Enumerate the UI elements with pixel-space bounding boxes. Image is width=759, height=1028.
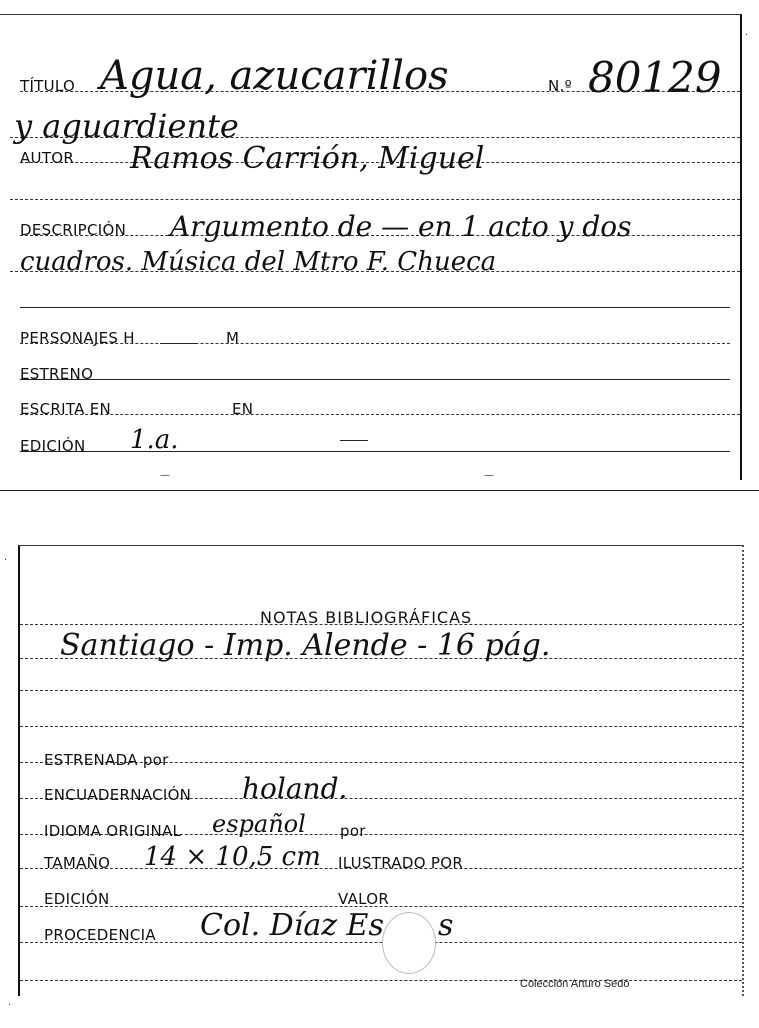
card-separator: [0, 490, 759, 491]
rule-line: [20, 690, 742, 691]
procedencia-label: PROCEDENCIA: [44, 926, 156, 944]
catalog-card-back: [18, 545, 744, 996]
personajes-h-label: PERSONAJES H: [20, 329, 135, 347]
pencil-stroke: [340, 440, 368, 441]
rule-line: [20, 379, 730, 380]
idioma-original-label: IDIOMA ORIGINAL: [44, 822, 182, 840]
escrita-en-en-label: EN: [232, 400, 254, 418]
idioma-original-value: español: [212, 810, 306, 838]
ilustrado-por-label: ILUSTRADO POR: [338, 854, 464, 872]
edicion-label: EDICIÓN: [20, 437, 86, 455]
procedencia-value-tail: s: [438, 908, 454, 943]
titulo-label: TÍTULO: [20, 77, 76, 95]
descripcion-label: DESCRIPCIÓN: [20, 221, 127, 239]
estreno-label: ESTRENO: [20, 365, 94, 383]
tamano-label: TAMAÑO: [44, 854, 111, 872]
encuadernacion-label: ENCUADERNACIÓN: [44, 786, 192, 804]
rule-line: [20, 726, 742, 727]
margin-mark: ·: [8, 1000, 12, 1011]
autor-value: Ramos Carrión, Miguel: [130, 141, 485, 176]
tamano-value: 14 × 10,5 cm: [144, 842, 321, 872]
autor-label: AUTOR: [20, 149, 75, 167]
personajes-h-blank: [160, 343, 196, 344]
descripcion-line-2: cuadros. Música del Mtro F. Chueca: [20, 247, 497, 277]
notas-value: Santiago - Imp. Alende - 16 pág.: [60, 628, 551, 663]
rule-line: [20, 414, 740, 415]
escrita-en-label: ESCRITA EN: [20, 400, 112, 418]
rule-line: [20, 980, 742, 981]
estrenada-label: ESTRENADA por: [44, 751, 169, 769]
rule-line: [10, 199, 740, 200]
edicion-value: 1.a.: [130, 425, 179, 455]
titulo-value-continued: y aguardiente: [14, 107, 239, 145]
numero-label: N.º: [548, 77, 572, 95]
personajes-m-label: M: [226, 329, 240, 347]
idioma-por-label: por: [340, 822, 366, 840]
valor-label: VALOR: [338, 890, 390, 908]
margin-mark: ·: [745, 30, 749, 41]
titulo-value: Agua, azucarillos: [100, 53, 449, 99]
margin-mark: —: [484, 470, 494, 481]
notas-bibliograficas-heading: NOTAS BIBLIOGRÁFICAS: [260, 608, 473, 627]
catalog-card-front: [0, 14, 742, 480]
punch-hole: [382, 912, 436, 974]
margin-mark: ·: [4, 555, 8, 566]
encuadernacion-value: holand.: [242, 772, 348, 805]
numero-value: 80129: [588, 53, 722, 102]
coleccion-stamp: Colección Arturo Sedó: [520, 978, 630, 990]
margin-mark: —: [160, 470, 170, 481]
descripcion-line-1: Argumento de — en 1 acto y dos: [170, 210, 632, 243]
rule-line: [20, 307, 730, 308]
rule-line: [20, 451, 730, 452]
edicion-back-label: EDICIÓN: [44, 890, 110, 908]
procedencia-value: Col. Díaz Es: [200, 908, 384, 943]
